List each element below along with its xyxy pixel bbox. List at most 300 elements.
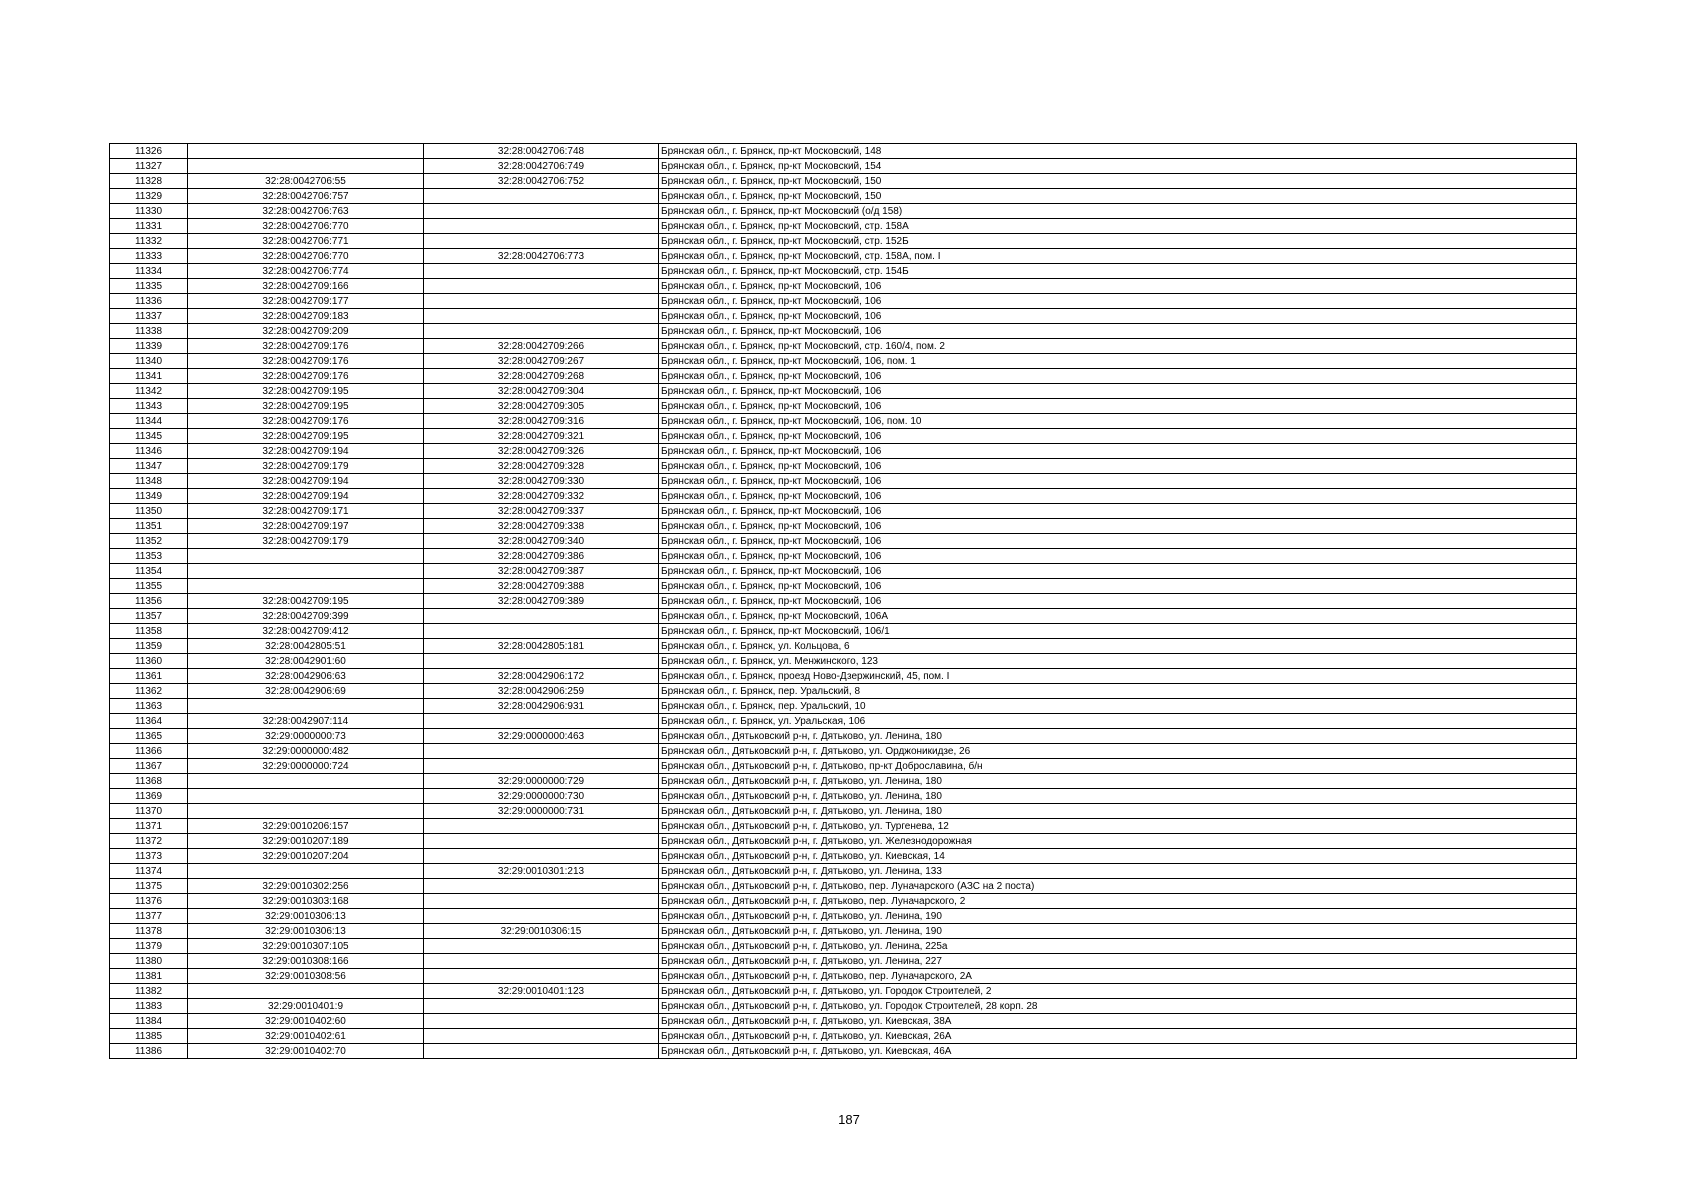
table-row bbox=[110, 1014, 1577, 1029]
table-row bbox=[110, 204, 1577, 219]
table-row bbox=[110, 504, 1577, 519]
table-row bbox=[110, 399, 1577, 414]
object-cadastral-number-cell: 32:28:0042709:328 bbox=[424, 459, 659, 474]
table-row bbox=[110, 804, 1577, 819]
object-cadastral-number-cell: 32:28:0042709:316 bbox=[424, 414, 659, 429]
land-cadastral-number-cell: 32:28:0042706:763 bbox=[188, 204, 424, 219]
table-row bbox=[110, 264, 1577, 279]
table-row bbox=[110, 489, 1577, 504]
land-cadastral-number-cell bbox=[188, 864, 424, 879]
object-cadastral-number-cell: 32:28:0042709:389 bbox=[424, 594, 659, 609]
row-number-cell: 11377 bbox=[110, 909, 188, 924]
land-cadastral-number-cell: 32:29:0010402:60 bbox=[188, 1014, 424, 1029]
row-number-cell: 11379 bbox=[110, 939, 188, 954]
table-row bbox=[110, 1029, 1577, 1044]
land-cadastral-number-cell: 32:28:0042706:774 bbox=[188, 264, 424, 279]
object-cadastral-number-cell bbox=[424, 744, 659, 759]
address-cell: Брянская обл., г. Брянск, пр-кт Московский, 106 bbox=[659, 594, 1577, 609]
table-row bbox=[110, 669, 1577, 684]
row-number-cell: 11347 bbox=[110, 459, 188, 474]
land-cadastral-number-cell bbox=[188, 549, 424, 564]
table-row bbox=[110, 864, 1577, 879]
row-number-cell: 11363 bbox=[110, 699, 188, 714]
object-cadastral-number-cell bbox=[424, 969, 659, 984]
row-number-cell: 11340 bbox=[110, 354, 188, 369]
land-cadastral-number-cell bbox=[188, 144, 424, 159]
object-cadastral-number-cell: 32:28:0042906:931 bbox=[424, 699, 659, 714]
address-cell: Брянская обл., Дятьковский р-н, г. Дятьково, ул. Ленина, 227 bbox=[659, 954, 1577, 969]
row-number-cell: 11356 bbox=[110, 594, 188, 609]
land-cadastral-number-cell: 32:28:0042709:209 bbox=[188, 324, 424, 339]
object-cadastral-number-cell bbox=[424, 654, 659, 669]
address-cell: Брянская обл., Дятьковский р-н, г. Дятьково, пр-кт Доброславина, б/н bbox=[659, 759, 1577, 774]
object-cadastral-number-cell: 32:28:0042709:330 bbox=[424, 474, 659, 489]
row-number-cell: 11339 bbox=[110, 339, 188, 354]
registry-table bbox=[109, 143, 1577, 1059]
row-number-cell: 11372 bbox=[110, 834, 188, 849]
address-cell: Брянская обл., Дятьковский р-н, г. Дятьково, ул. Тургенева, 12 bbox=[659, 819, 1577, 834]
row-number-cell: 11332 bbox=[110, 234, 188, 249]
table-row bbox=[110, 459, 1577, 474]
address-cell: Брянская обл., Дятьковский р-н, г. Дятьково, ул. Киевская, 26А bbox=[659, 1029, 1577, 1044]
land-cadastral-number-cell: 32:28:0042709:166 bbox=[188, 279, 424, 294]
object-cadastral-number-cell bbox=[424, 609, 659, 624]
land-cadastral-number-cell: 32:28:0042709:195 bbox=[188, 594, 424, 609]
land-cadastral-number-cell: 32:28:0042709:177 bbox=[188, 294, 424, 309]
land-cadastral-number-cell: 32:29:0010206:157 bbox=[188, 819, 424, 834]
object-cadastral-number-cell bbox=[424, 714, 659, 729]
table-row bbox=[110, 699, 1577, 714]
address-cell: Брянская обл., г. Брянск, пр-кт Московский, 148 bbox=[659, 144, 1577, 159]
table-row bbox=[110, 924, 1577, 939]
land-cadastral-number-cell: 32:29:0010307:105 bbox=[188, 939, 424, 954]
table-row bbox=[110, 474, 1577, 489]
table-row bbox=[110, 729, 1577, 744]
row-number-cell: 11375 bbox=[110, 879, 188, 894]
object-cadastral-number-cell bbox=[424, 939, 659, 954]
row-number-cell: 11374 bbox=[110, 864, 188, 879]
address-cell: Брянская обл., г. Брянск, пр-кт Московский, 106 bbox=[659, 444, 1577, 459]
land-cadastral-number-cell: 32:29:0010402:61 bbox=[188, 1029, 424, 1044]
object-cadastral-number-cell: 32:28:0042709:332 bbox=[424, 489, 659, 504]
row-number-cell: 11352 bbox=[110, 534, 188, 549]
address-cell: Брянская обл., г. Брянск, пр-кт Московский, 106 bbox=[659, 384, 1577, 399]
address-cell: Брянская обл., Дятьковский р-н, г. Дятьково, пер. Луначарского (АЗС на 2 поста) bbox=[659, 879, 1577, 894]
land-cadastral-number-cell: 32:28:0042709:197 bbox=[188, 519, 424, 534]
address-cell: Брянская обл., г. Брянск, пер. Уральский, 8 bbox=[659, 684, 1577, 699]
table-row bbox=[110, 279, 1577, 294]
land-cadastral-number-cell: 32:29:0010303:168 bbox=[188, 894, 424, 909]
object-cadastral-number-cell bbox=[424, 849, 659, 864]
table-row bbox=[110, 714, 1577, 729]
object-cadastral-number-cell bbox=[424, 264, 659, 279]
address-cell: Брянская обл., г. Брянск, пр-кт Московский, 150 bbox=[659, 174, 1577, 189]
address-cell: Брянская обл., г. Брянск, пр-кт Московский, стр. 158А, пом. I bbox=[659, 249, 1577, 264]
object-cadastral-number-cell bbox=[424, 894, 659, 909]
object-cadastral-number-cell: 32:28:0042709:304 bbox=[424, 384, 659, 399]
row-number-cell: 11353 bbox=[110, 549, 188, 564]
row-number-cell: 11361 bbox=[110, 669, 188, 684]
land-cadastral-number-cell bbox=[188, 699, 424, 714]
land-cadastral-number-cell: 32:28:0042907:114 bbox=[188, 714, 424, 729]
land-cadastral-number-cell: 32:28:0042709:399 bbox=[188, 609, 424, 624]
object-cadastral-number-cell: 32:28:0042709:305 bbox=[424, 399, 659, 414]
table-row bbox=[110, 639, 1577, 654]
address-cell: Брянская обл., Дятьковский р-н, г. Дятьково, ул. Железнодорожная bbox=[659, 834, 1577, 849]
page-number: 187 bbox=[838, 1112, 860, 1127]
land-cadastral-number-cell: 32:29:0010306:13 bbox=[188, 909, 424, 924]
address-cell: Брянская обл., г. Брянск, пр-кт Московский, 106 bbox=[659, 309, 1577, 324]
object-cadastral-number-cell bbox=[424, 909, 659, 924]
table-row bbox=[110, 744, 1577, 759]
row-number-cell: 11373 bbox=[110, 849, 188, 864]
object-cadastral-number-cell bbox=[424, 189, 659, 204]
address-cell: Брянская обл., г. Брянск, пр-кт Московский, 150 bbox=[659, 189, 1577, 204]
row-number-cell: 11370 bbox=[110, 804, 188, 819]
row-number-cell: 11367 bbox=[110, 759, 188, 774]
object-cadastral-number-cell bbox=[424, 1044, 659, 1059]
object-cadastral-number-cell: 32:28:0042706:773 bbox=[424, 249, 659, 264]
table-row bbox=[110, 624, 1577, 639]
address-cell: Брянская обл., г. Брянск, пр-кт Московский, стр. 160/4, пом. 2 bbox=[659, 339, 1577, 354]
row-number-cell: 11381 bbox=[110, 969, 188, 984]
land-cadastral-number-cell: 32:28:0042709:195 bbox=[188, 384, 424, 399]
object-cadastral-number-cell: 32:28:0042709:340 bbox=[424, 534, 659, 549]
land-cadastral-number-cell bbox=[188, 579, 424, 594]
row-number-cell: 11376 bbox=[110, 894, 188, 909]
address-cell: Брянская обл., г. Брянск, пр-кт Московский, 106, пом. 1 bbox=[659, 354, 1577, 369]
address-cell: Брянская обл., г. Брянск, пр-кт Московский, 106 bbox=[659, 294, 1577, 309]
row-number-cell: 11337 bbox=[110, 309, 188, 324]
row-number-cell: 11366 bbox=[110, 744, 188, 759]
table-row bbox=[110, 174, 1577, 189]
row-number-cell: 11386 bbox=[110, 1044, 188, 1059]
object-cadastral-number-cell: 32:29:0000000:731 bbox=[424, 804, 659, 819]
registry-table-container bbox=[109, 143, 1577, 1059]
address-cell: Брянская обл., г. Брянск, пр-кт Московский, 106 bbox=[659, 459, 1577, 474]
row-number-cell: 11369 bbox=[110, 789, 188, 804]
address-cell: Брянская обл., г. Брянск, пр-кт Московский, 106 bbox=[659, 369, 1577, 384]
table-row bbox=[110, 249, 1577, 264]
address-cell: Брянская обл., г. Брянск, пр-кт Московский, 106/1 bbox=[659, 624, 1577, 639]
row-number-cell: 11359 bbox=[110, 639, 188, 654]
table-row bbox=[110, 549, 1577, 564]
land-cadastral-number-cell: 32:28:0042709:171 bbox=[188, 504, 424, 519]
row-number-cell: 11351 bbox=[110, 519, 188, 534]
address-cell: Брянская обл., г. Брянск, пр-кт Московский, 106 bbox=[659, 534, 1577, 549]
address-cell: Брянская обл., г. Брянск, пер. Уральский, 10 bbox=[659, 699, 1577, 714]
table-row bbox=[110, 219, 1577, 234]
land-cadastral-number-cell: 32:28:0042709:195 bbox=[188, 399, 424, 414]
object-cadastral-number-cell: 32:29:0000000:463 bbox=[424, 729, 659, 744]
object-cadastral-number-cell: 32:28:0042709:266 bbox=[424, 339, 659, 354]
land-cadastral-number-cell: 32:28:0042706:757 bbox=[188, 189, 424, 204]
object-cadastral-number-cell: 32:28:0042906:259 bbox=[424, 684, 659, 699]
row-number-cell: 11368 bbox=[110, 774, 188, 789]
object-cadastral-number-cell: 32:29:0010301:213 bbox=[424, 864, 659, 879]
table-row bbox=[110, 654, 1577, 669]
object-cadastral-number-cell: 32:28:0042709:321 bbox=[424, 429, 659, 444]
object-cadastral-number-cell: 32:28:0042709:267 bbox=[424, 354, 659, 369]
object-cadastral-number-cell bbox=[424, 279, 659, 294]
address-cell: Брянская обл., Дятьковский р-н, г. Дятьково, ул. Ленина, 190 bbox=[659, 924, 1577, 939]
object-cadastral-number-cell bbox=[424, 204, 659, 219]
row-number-cell: 11342 bbox=[110, 384, 188, 399]
address-cell: Брянская обл., Дятьковский р-н, г. Дятьково, ул. Ленина, 180 bbox=[659, 789, 1577, 804]
table-row bbox=[110, 429, 1577, 444]
row-number-cell: 11343 bbox=[110, 399, 188, 414]
table-row bbox=[110, 534, 1577, 549]
object-cadastral-number-cell: 32:29:0010306:15 bbox=[424, 924, 659, 939]
row-number-cell: 11378 bbox=[110, 924, 188, 939]
address-cell: Брянская обл., г. Брянск, пр-кт Московский, 106, пом. 10 bbox=[659, 414, 1577, 429]
land-cadastral-number-cell: 32:29:0010401:9 bbox=[188, 999, 424, 1014]
address-cell: Брянская обл., г. Брянск, пр-кт Московский, 106 bbox=[659, 564, 1577, 579]
table-row bbox=[110, 579, 1577, 594]
land-cadastral-number-cell: 32:28:0042901:60 bbox=[188, 654, 424, 669]
row-number-cell: 11349 bbox=[110, 489, 188, 504]
land-cadastral-number-cell: 32:29:0010302:256 bbox=[188, 879, 424, 894]
address-cell: Брянская обл., Дятьковский р-н, г. Дятьково, ул. Орджоникидзе, 26 bbox=[659, 744, 1577, 759]
table-row bbox=[110, 594, 1577, 609]
table-row bbox=[110, 834, 1577, 849]
address-cell: Брянская обл., Дятьковский р-н, г. Дятьково, ул. Ленина, 133 bbox=[659, 864, 1577, 879]
land-cadastral-number-cell: 32:28:0042709:179 bbox=[188, 534, 424, 549]
table-row bbox=[110, 759, 1577, 774]
table-row bbox=[110, 354, 1577, 369]
address-cell: Брянская обл., г. Брянск, пр-кт Московский, 106 bbox=[659, 429, 1577, 444]
object-cadastral-number-cell bbox=[424, 999, 659, 1014]
object-cadastral-number-cell bbox=[424, 819, 659, 834]
land-cadastral-number-cell: 32:28:0042709:194 bbox=[188, 489, 424, 504]
land-cadastral-number-cell: 32:28:0042709:176 bbox=[188, 354, 424, 369]
object-cadastral-number-cell bbox=[424, 294, 659, 309]
address-cell: Брянская обл., Дятьковский р-н, г. Дятьково, ул. Ленина, 180 bbox=[659, 804, 1577, 819]
table-row bbox=[110, 369, 1577, 384]
land-cadastral-number-cell: 32:29:0010207:189 bbox=[188, 834, 424, 849]
land-cadastral-number-cell: 32:28:0042709:176 bbox=[188, 414, 424, 429]
address-cell: Брянская обл., Дятьковский р-н, г. Дятьково, ул. Городок Строителей, 28 корп. 28 bbox=[659, 999, 1577, 1014]
table-row bbox=[110, 159, 1577, 174]
address-cell: Брянская обл., г. Брянск, пр-кт Московский, 106 bbox=[659, 519, 1577, 534]
land-cadastral-number-cell bbox=[188, 774, 424, 789]
table-row bbox=[110, 189, 1577, 204]
row-number-cell: 11348 bbox=[110, 474, 188, 489]
row-number-cell: 11346 bbox=[110, 444, 188, 459]
object-cadastral-number-cell bbox=[424, 624, 659, 639]
address-cell: Брянская обл., г. Брянск, пр-кт Московский, 106 bbox=[659, 474, 1577, 489]
object-cadastral-number-cell: 32:28:0042709:387 bbox=[424, 564, 659, 579]
address-cell: Брянская обл., г. Брянск, пр-кт Московский, 106 bbox=[659, 279, 1577, 294]
land-cadastral-number-cell bbox=[188, 789, 424, 804]
land-cadastral-number-cell: 32:28:0042709:194 bbox=[188, 474, 424, 489]
address-cell: Брянская обл., г. Брянск, пр-кт Московский, стр. 152Б bbox=[659, 234, 1577, 249]
object-cadastral-number-cell bbox=[424, 1014, 659, 1029]
address-cell: Брянская обл., Дятьковский р-н, г. Дятьково, пер. Луначарского, 2А bbox=[659, 969, 1577, 984]
address-cell: Брянская обл., г. Брянск, пр-кт Московский, 106А bbox=[659, 609, 1577, 624]
object-cadastral-number-cell: 32:28:0042709:386 bbox=[424, 549, 659, 564]
address-cell: Брянская обл., Дятьковский р-н, г. Дятьково, ул. Киевская, 38А bbox=[659, 1014, 1577, 1029]
object-cadastral-number-cell bbox=[424, 879, 659, 894]
land-cadastral-number-cell: 32:28:0042906:63 bbox=[188, 669, 424, 684]
address-cell: Брянская обл., Дятьковский р-н, г. Дятьково, пер. Луначарского, 2 bbox=[659, 894, 1577, 909]
object-cadastral-number-cell bbox=[424, 309, 659, 324]
land-cadastral-number-cell: 32:29:0010402:70 bbox=[188, 1044, 424, 1059]
object-cadastral-number-cell: 32:28:0042706:749 bbox=[424, 159, 659, 174]
object-cadastral-number-cell: 32:28:0042709:326 bbox=[424, 444, 659, 459]
address-cell: Брянская обл., Дятьковский р-н, г. Дятьково, ул. Ленина, 190 bbox=[659, 909, 1577, 924]
object-cadastral-number-cell: 32:28:0042706:748 bbox=[424, 144, 659, 159]
row-number-cell: 11335 bbox=[110, 279, 188, 294]
object-cadastral-number-cell: 32:28:0042709:337 bbox=[424, 504, 659, 519]
table-row bbox=[110, 309, 1577, 324]
object-cadastral-number-cell bbox=[424, 1029, 659, 1044]
table-row bbox=[110, 849, 1577, 864]
land-cadastral-number-cell: 32:28:0042709:194 bbox=[188, 444, 424, 459]
object-cadastral-number-cell: 32:28:0042805:181 bbox=[424, 639, 659, 654]
land-cadastral-number-cell: 32:29:0010308:166 bbox=[188, 954, 424, 969]
land-cadastral-number-cell bbox=[188, 984, 424, 999]
address-cell: Брянская обл., г. Брянск, пр-кт Московский, 106 bbox=[659, 399, 1577, 414]
land-cadastral-number-cell: 32:29:0010207:204 bbox=[188, 849, 424, 864]
table-row bbox=[110, 894, 1577, 909]
row-number-cell: 11329 bbox=[110, 189, 188, 204]
row-number-cell: 11362 bbox=[110, 684, 188, 699]
land-cadastral-number-cell: 32:29:0000000:73 bbox=[188, 729, 424, 744]
row-number-cell: 11384 bbox=[110, 1014, 188, 1029]
land-cadastral-number-cell: 32:28:0042706:770 bbox=[188, 219, 424, 234]
table-row bbox=[110, 609, 1577, 624]
address-cell: Брянская обл., г. Брянск, проезд Ново-Дзержинский, 45, пом. I bbox=[659, 669, 1577, 684]
table-row bbox=[110, 984, 1577, 999]
table-row bbox=[110, 519, 1577, 534]
row-number-cell: 11331 bbox=[110, 219, 188, 234]
object-cadastral-number-cell: 32:28:0042709:268 bbox=[424, 369, 659, 384]
row-number-cell: 11345 bbox=[110, 429, 188, 444]
row-number-cell: 11364 bbox=[110, 714, 188, 729]
table-row bbox=[110, 789, 1577, 804]
table-row bbox=[110, 294, 1577, 309]
land-cadastral-number-cell: 32:29:0010306:13 bbox=[188, 924, 424, 939]
land-cadastral-number-cell bbox=[188, 564, 424, 579]
land-cadastral-number-cell: 32:29:0010308:56 bbox=[188, 969, 424, 984]
object-cadastral-number-cell bbox=[424, 834, 659, 849]
address-cell: Брянская обл., г. Брянск, пр-кт Московский, 106 bbox=[659, 579, 1577, 594]
land-cadastral-number-cell: 32:28:0042706:771 bbox=[188, 234, 424, 249]
object-cadastral-number-cell: 32:28:0042709:338 bbox=[424, 519, 659, 534]
table-row bbox=[110, 414, 1577, 429]
object-cadastral-number-cell bbox=[424, 234, 659, 249]
table-row bbox=[110, 954, 1577, 969]
table-row bbox=[110, 774, 1577, 789]
object-cadastral-number-cell: 32:28:0042706:752 bbox=[424, 174, 659, 189]
row-number-cell: 11336 bbox=[110, 294, 188, 309]
object-cadastral-number-cell bbox=[424, 219, 659, 234]
row-number-cell: 11358 bbox=[110, 624, 188, 639]
address-cell: Брянская обл., г. Брянск, пр-кт Московский, 106 bbox=[659, 549, 1577, 564]
table-row bbox=[110, 879, 1577, 894]
table-row bbox=[110, 339, 1577, 354]
table-row bbox=[110, 819, 1577, 834]
registry-table-body bbox=[110, 144, 1577, 1059]
address-cell: Брянская обл., Дятьковский р-н, г. Дятьково, ул. Киевская, 46А bbox=[659, 1044, 1577, 1059]
land-cadastral-number-cell: 32:28:0042709:195 bbox=[188, 429, 424, 444]
table-row bbox=[110, 1044, 1577, 1059]
table-row bbox=[110, 999, 1577, 1014]
row-number-cell: 11360 bbox=[110, 654, 188, 669]
land-cadastral-number-cell: 32:28:0042706:55 bbox=[188, 174, 424, 189]
row-number-cell: 11355 bbox=[110, 579, 188, 594]
row-number-cell: 11330 bbox=[110, 204, 188, 219]
land-cadastral-number-cell: 32:29:0000000:724 bbox=[188, 759, 424, 774]
object-cadastral-number-cell: 32:29:0000000:729 bbox=[424, 774, 659, 789]
address-cell: Брянская обл., г. Брянск, пр-кт Московский, 106 bbox=[659, 324, 1577, 339]
address-cell: Брянская обл., г. Брянск, ул. Менжинского, 123 bbox=[659, 654, 1577, 669]
row-number-cell: 11385 bbox=[110, 1029, 188, 1044]
address-cell: Брянская обл., г. Брянск, пр-кт Московский, стр. 158А bbox=[659, 219, 1577, 234]
land-cadastral-number-cell: 32:28:0042709:183 bbox=[188, 309, 424, 324]
row-number-cell: 11354 bbox=[110, 564, 188, 579]
object-cadastral-number-cell: 32:29:0010401:123 bbox=[424, 984, 659, 999]
table-row bbox=[110, 324, 1577, 339]
object-cadastral-number-cell: 32:29:0000000:730 bbox=[424, 789, 659, 804]
row-number-cell: 11328 bbox=[110, 174, 188, 189]
row-number-cell: 11333 bbox=[110, 249, 188, 264]
land-cadastral-number-cell: 32:28:0042706:770 bbox=[188, 249, 424, 264]
address-cell: Брянская обл., Дятьковский р-н, г. Дятьково, ул. Городок Строителей, 2 bbox=[659, 984, 1577, 999]
table-row bbox=[110, 564, 1577, 579]
table-row bbox=[110, 234, 1577, 249]
land-cadastral-number-cell: 32:28:0042709:179 bbox=[188, 459, 424, 474]
table-row bbox=[110, 939, 1577, 954]
row-number-cell: 11334 bbox=[110, 264, 188, 279]
object-cadastral-number-cell: 32:28:0042709:388 bbox=[424, 579, 659, 594]
land-cadastral-number-cell: 32:28:0042906:69 bbox=[188, 684, 424, 699]
table-row bbox=[110, 144, 1577, 159]
row-number-cell: 11344 bbox=[110, 414, 188, 429]
land-cadastral-number-cell: 32:28:0042709:412 bbox=[188, 624, 424, 639]
land-cadastral-number-cell bbox=[188, 159, 424, 174]
table-row bbox=[110, 909, 1577, 924]
row-number-cell: 11380 bbox=[110, 954, 188, 969]
address-cell: Брянская обл., г. Брянск, пр-кт Московский, 106 bbox=[659, 504, 1577, 519]
land-cadastral-number-cell: 32:28:0042709:176 bbox=[188, 369, 424, 384]
row-number-cell: 11371 bbox=[110, 819, 188, 834]
row-number-cell: 11341 bbox=[110, 369, 188, 384]
address-cell: Брянская обл., г. Брянск, ул. Уральская, 106 bbox=[659, 714, 1577, 729]
address-cell: Брянская обл., Дятьковский р-н, г. Дятьково, ул. Ленина, 225а bbox=[659, 939, 1577, 954]
object-cadastral-number-cell bbox=[424, 954, 659, 969]
address-cell: Брянская обл., Дятьковский р-н, г. Дятьково, ул. Киевская, 14 bbox=[659, 849, 1577, 864]
row-number-cell: 11382 bbox=[110, 984, 188, 999]
land-cadastral-number-cell bbox=[188, 804, 424, 819]
table-row bbox=[110, 384, 1577, 399]
address-cell: Брянская обл., Дятьковский р-н, г. Дятьково, ул. Ленина, 180 bbox=[659, 774, 1577, 789]
object-cadastral-number-cell: 32:28:0042906:172 bbox=[424, 669, 659, 684]
land-cadastral-number-cell: 32:28:0042709:176 bbox=[188, 339, 424, 354]
table-row bbox=[110, 684, 1577, 699]
object-cadastral-number-cell bbox=[424, 324, 659, 339]
address-cell: Брянская обл., г. Брянск, пр-кт Московский, 154 bbox=[659, 159, 1577, 174]
row-number-cell: 11357 bbox=[110, 609, 188, 624]
address-cell: Брянская обл., г. Брянск, пр-кт Московский, стр. 154Б bbox=[659, 264, 1577, 279]
row-number-cell: 11350 bbox=[110, 504, 188, 519]
address-cell: Брянская обл., г. Брянск, пр-кт Московский (о/д 158) bbox=[659, 204, 1577, 219]
row-number-cell: 11383 bbox=[110, 999, 188, 1014]
table-row bbox=[110, 444, 1577, 459]
land-cadastral-number-cell: 32:28:0042805:51 bbox=[188, 639, 424, 654]
row-number-cell: 11365 bbox=[110, 729, 188, 744]
